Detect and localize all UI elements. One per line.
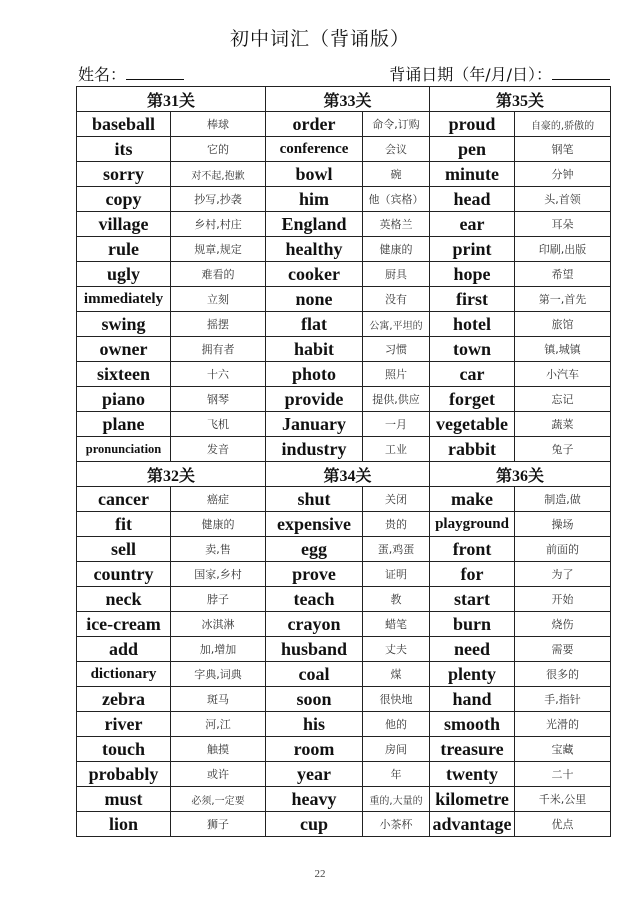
english-word: his [266, 712, 363, 737]
chinese-meaning: 碗 [363, 162, 430, 187]
english-word: swing [77, 312, 171, 337]
chinese-meaning: 规章,规定 [171, 237, 266, 262]
chinese-meaning: 前面的 [515, 537, 611, 562]
chinese-meaning: 希望 [515, 262, 611, 287]
chinese-meaning: 发音 [171, 437, 266, 462]
chinese-meaning: 印刷,出版 [515, 237, 611, 262]
vocab-row [77, 337, 611, 362]
chinese-meaning: 烧伤 [515, 612, 611, 637]
chinese-meaning: 耳朵 [515, 212, 611, 237]
english-word: none [266, 287, 363, 312]
chinese-meaning: 自豪的,骄傲的 [515, 112, 611, 137]
page-number: 22 [314, 868, 326, 880]
date-label: 背诵日期（年/月/日）： [389, 65, 552, 84]
english-word: ugly [77, 262, 171, 287]
chinese-meaning: 二十 [515, 762, 611, 787]
chinese-meaning: 小茶杯 [363, 812, 430, 837]
english-word: cooker [266, 262, 363, 287]
chinese-meaning: 脖子 [171, 587, 266, 612]
english-word: prove [266, 562, 363, 587]
chinese-meaning: 必须,一定要 [171, 787, 266, 812]
english-word: immediately [77, 287, 171, 312]
chinese-meaning: 千米,公里 [515, 787, 611, 812]
vocab-row [77, 262, 611, 287]
chinese-meaning: 为了 [515, 562, 611, 587]
chinese-meaning: 蔬菜 [515, 412, 611, 437]
english-word: neck [77, 587, 171, 612]
english-word: owner [77, 337, 171, 362]
english-word: healthy [266, 237, 363, 262]
english-word: sixteen [77, 362, 171, 387]
english-word: country [77, 562, 171, 587]
chinese-meaning: 煤 [363, 662, 430, 687]
chinese-meaning: 忘记 [515, 387, 611, 412]
level-header: 第35关 [430, 87, 611, 112]
chinese-meaning: 手,指针 [515, 687, 611, 712]
vocab-row [77, 512, 611, 537]
english-word: habit [266, 337, 363, 362]
english-word: photo [266, 362, 363, 387]
vocab-row [77, 737, 611, 762]
chinese-meaning: 他的 [363, 712, 430, 737]
chinese-meaning: 字典,词典 [171, 662, 266, 687]
vocab-row [77, 662, 611, 687]
english-word: soon [266, 687, 363, 712]
english-word: shut [266, 487, 363, 512]
chinese-meaning: 镇,城镇 [515, 337, 611, 362]
chinese-meaning: 房间 [363, 737, 430, 762]
english-word: him [266, 187, 363, 212]
chinese-meaning: 提供,供应 [363, 387, 430, 412]
vocab-row [77, 312, 611, 337]
chinese-meaning: 钢琴 [171, 387, 266, 412]
english-word: sorry [77, 162, 171, 187]
english-word: kilometre [430, 787, 515, 812]
chinese-meaning: 国家,乡村 [171, 562, 266, 587]
english-word: print [430, 237, 515, 262]
chinese-meaning: 关闭 [363, 487, 430, 512]
english-word: river [77, 712, 171, 737]
english-word: hope [430, 262, 515, 287]
vocab-row [77, 112, 611, 137]
chinese-meaning: 重的,大量的 [363, 787, 430, 812]
english-word: England [266, 212, 363, 237]
english-word: plane [77, 412, 171, 437]
chinese-meaning: 习惯 [363, 337, 430, 362]
vocab-row [77, 237, 611, 262]
chinese-meaning: 难看的 [171, 262, 266, 287]
chinese-meaning: 需要 [515, 637, 611, 662]
chinese-meaning: 十六 [171, 362, 266, 387]
chinese-meaning: 蜡笔 [363, 612, 430, 637]
english-word: bowl [266, 162, 363, 187]
chinese-meaning: 对不起,抱歉 [171, 162, 266, 187]
english-word: burn [430, 612, 515, 637]
chinese-meaning: 卖,售 [171, 537, 266, 562]
english-word: piano [77, 387, 171, 412]
english-word: probably [77, 762, 171, 787]
english-word: fit [77, 512, 171, 537]
english-word: front [430, 537, 515, 562]
english-word: hotel [430, 312, 515, 337]
chinese-meaning: 年 [363, 762, 430, 787]
chinese-meaning: 证明 [363, 562, 430, 587]
english-word: crayon [266, 612, 363, 637]
vocab-row [77, 487, 611, 512]
vocab-row [77, 412, 611, 437]
chinese-meaning: 钢笔 [515, 137, 611, 162]
chinese-meaning: 河,江 [171, 712, 266, 737]
english-word: treasure [430, 737, 515, 762]
english-word: dictionary [77, 662, 171, 687]
chinese-meaning: 健康的 [363, 237, 430, 262]
english-word: ice-cream [77, 612, 171, 637]
vocab-row [77, 637, 611, 662]
chinese-meaning: 旅馆 [515, 312, 611, 337]
vocab-table [76, 86, 611, 837]
vocab-row [77, 612, 611, 637]
english-word: twenty [430, 762, 515, 787]
chinese-meaning: 飞机 [171, 412, 266, 437]
english-word: advantage [430, 812, 515, 837]
english-word: pen [430, 137, 515, 162]
chinese-meaning: 摇摆 [171, 312, 266, 337]
english-word: teach [266, 587, 363, 612]
vocab-row [77, 787, 611, 812]
english-word: village [77, 212, 171, 237]
chinese-meaning: 小汽车 [515, 362, 611, 387]
chinese-meaning: 分钟 [515, 162, 611, 187]
chinese-meaning: 狮子 [171, 812, 266, 837]
chinese-meaning: 厨具 [363, 262, 430, 287]
chinese-meaning: 贵的 [363, 512, 430, 537]
english-word: conference [266, 137, 363, 162]
english-word: year [266, 762, 363, 787]
chinese-meaning: 很快地 [363, 687, 430, 712]
english-word: town [430, 337, 515, 362]
vocab-row [77, 287, 611, 312]
level-header: 第34关 [266, 462, 430, 487]
name-field [78, 62, 184, 85]
english-word: January [266, 412, 363, 437]
chinese-meaning: 蛋,鸡蛋 [363, 537, 430, 562]
english-word: smooth [430, 712, 515, 737]
english-word: rabbit [430, 437, 515, 462]
level-header: 第32关 [77, 462, 266, 487]
section-header-row [77, 87, 611, 112]
document-title: 初中词汇（背诵版） [229, 28, 410, 50]
english-word: husband [266, 637, 363, 662]
chinese-meaning: 它的 [171, 137, 266, 162]
chinese-meaning: 宝藏 [515, 737, 611, 762]
chinese-meaning: 命令,订购 [363, 112, 430, 137]
chinese-meaning: 斑马 [171, 687, 266, 712]
chinese-meaning: 癌症 [171, 487, 266, 512]
chinese-meaning: 工业 [363, 437, 430, 462]
english-word: order [266, 112, 363, 137]
english-word: minute [430, 162, 515, 187]
english-word: sell [77, 537, 171, 562]
vocab-row [77, 362, 611, 387]
english-word: flat [266, 312, 363, 337]
chinese-meaning: 丈夫 [363, 637, 430, 662]
vocab-row [77, 762, 611, 787]
chinese-meaning: 兔子 [515, 437, 611, 462]
english-word: plenty [430, 662, 515, 687]
english-word: lion [77, 812, 171, 837]
level-header: 第33关 [266, 87, 430, 112]
chinese-meaning: 公寓,平坦的 [363, 312, 430, 337]
english-word: room [266, 737, 363, 762]
english-word: must [77, 787, 171, 812]
chinese-meaning: 操场 [515, 512, 611, 537]
date-field [389, 62, 610, 85]
english-word: zebra [77, 687, 171, 712]
vocab-row [77, 687, 611, 712]
english-word: for [430, 562, 515, 587]
vocab-row [77, 137, 611, 162]
vocab-row [77, 212, 611, 237]
english-word: baseball [77, 112, 171, 137]
chinese-meaning: 一月 [363, 412, 430, 437]
chinese-meaning: 光滑的 [515, 712, 611, 737]
chinese-meaning: 他（宾格） [363, 187, 430, 212]
english-word: hand [430, 687, 515, 712]
chinese-meaning: 英格兰 [363, 212, 430, 237]
english-word: head [430, 187, 515, 212]
vocab-row [77, 812, 611, 837]
chinese-meaning: 优点 [515, 812, 611, 837]
chinese-meaning: 会议 [363, 137, 430, 162]
vocab-row [77, 437, 611, 462]
english-word: cancer [77, 487, 171, 512]
chinese-meaning: 制造,做 [515, 487, 611, 512]
chinese-meaning: 抄写,抄袭 [171, 187, 266, 212]
english-word: add [77, 637, 171, 662]
english-word: start [430, 587, 515, 612]
english-word: coal [266, 662, 363, 687]
english-word: its [77, 137, 171, 162]
english-word: car [430, 362, 515, 387]
vocab-row [77, 387, 611, 412]
chinese-meaning: 触摸 [171, 737, 266, 762]
vocab-row [77, 587, 611, 612]
chinese-meaning: 健康的 [171, 512, 266, 537]
english-word: egg [266, 537, 363, 562]
english-word: ear [430, 212, 515, 237]
english-word: heavy [266, 787, 363, 812]
level-header: 第31关 [77, 87, 266, 112]
english-word: first [430, 287, 515, 312]
meta-row [78, 62, 610, 84]
chinese-meaning: 加,增加 [171, 637, 266, 662]
chinese-meaning: 教 [363, 587, 430, 612]
chinese-meaning: 没有 [363, 287, 430, 312]
english-word: need [430, 637, 515, 662]
chinese-meaning: 立刻 [171, 287, 266, 312]
vocab-row [77, 187, 611, 212]
english-word: expensive [266, 512, 363, 537]
english-word: playground [430, 512, 515, 537]
date-blank [552, 65, 610, 80]
chinese-meaning: 第一,首先 [515, 287, 611, 312]
vocab-row [77, 162, 611, 187]
name-label: 姓名： [78, 65, 127, 84]
vocab-row [77, 537, 611, 562]
english-word: provide [266, 387, 363, 412]
chinese-meaning: 棒球 [171, 112, 266, 137]
vocab-row [77, 712, 611, 737]
english-word: industry [266, 437, 363, 462]
chinese-meaning: 照片 [363, 362, 430, 387]
chinese-meaning: 头,首领 [515, 187, 611, 212]
vocab-row [77, 562, 611, 587]
english-word: make [430, 487, 515, 512]
english-word: forget [430, 387, 515, 412]
vocab-table-body [77, 87, 611, 837]
english-word: cup [266, 812, 363, 837]
english-word: pronunciation [77, 437, 171, 462]
chinese-meaning: 或许 [171, 762, 266, 787]
chinese-meaning: 开始 [515, 587, 611, 612]
english-word: touch [77, 737, 171, 762]
level-header: 第36关 [430, 462, 611, 487]
english-word: proud [430, 112, 515, 137]
chinese-meaning: 很多的 [515, 662, 611, 687]
english-word: vegetable [430, 412, 515, 437]
chinese-meaning: 拥有者 [171, 337, 266, 362]
chinese-meaning: 冰淇淋 [171, 612, 266, 637]
section-header-row [77, 462, 611, 487]
english-word: copy [77, 187, 171, 212]
chinese-meaning: 乡村,村庄 [171, 212, 266, 237]
english-word: rule [77, 237, 171, 262]
name-blank [126, 65, 184, 80]
